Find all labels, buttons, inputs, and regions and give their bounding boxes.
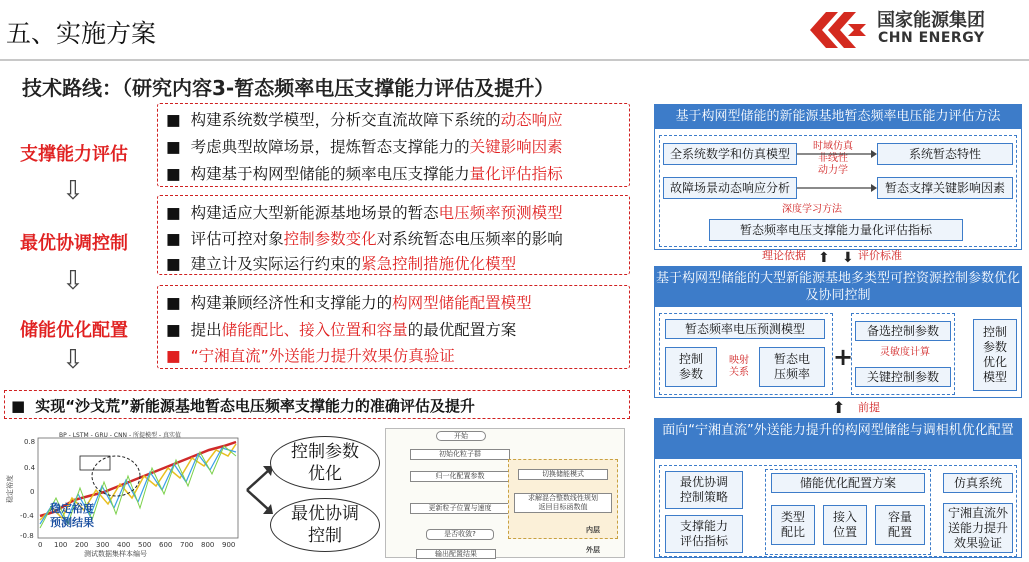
up-arrow-icon: ⬆ <box>818 250 830 266</box>
down-arrow-icon: ⇩ <box>62 266 84 296</box>
x-tick: 600 <box>159 541 173 549</box>
bullet-line: ■ 构建系统数学模型，分析交直流故障下系统的动态响应 <box>166 111 563 129</box>
connector-arrows <box>795 149 879 193</box>
box-factors: 暂态支撑关键影响因素 <box>877 177 1013 199</box>
stage-box-2 <box>157 195 630 275</box>
box-eval-index: 支撑能力 评估指标 <box>665 515 743 553</box>
stage-box-3 <box>157 285 630 369</box>
box-type: 类型 配比 <box>771 505 815 545</box>
flow-start: 开始 <box>436 431 486 441</box>
mapping-label: 映射 关系 <box>729 355 749 378</box>
logo-en-text: CHN ENERGY <box>878 30 985 46</box>
bullet-line: ■ 构建兼顾经济性和支撑能力的构网型储能配置模型 <box>166 294 532 312</box>
page-title: 五、实施方案 <box>6 19 157 48</box>
box-transient: 系统暂态特性 <box>877 143 1013 165</box>
stage-label-3: 储能优化配置 <box>20 320 128 341</box>
panel-title: 面向“宁湘直流”外送能力提升的构网型储能与调相机优化配置 <box>655 419 1021 459</box>
bullet-line: ■ 构建基于构网型储能的频率电压支撑能力量化评估指标 <box>166 165 563 183</box>
up-arrow-icon: ⬆ <box>832 398 846 417</box>
logo-cn-text: 国家能源集团 <box>877 10 985 31</box>
flow-node: 更新粒子位置与速度 <box>410 503 510 514</box>
bullet-line: ■ 考虑典型故障场景，提炼暂态支撑能力的关键影响因素 <box>166 138 563 156</box>
goal-box <box>4 390 630 419</box>
header-divider <box>0 59 1029 61</box>
panel-title: 基于构网型储能的新能源基地暂态频率电压能力评估方法 <box>655 105 1021 129</box>
stage-label-1: 支撑能力评估 <box>20 144 128 165</box>
x-tick: 800 <box>201 541 215 549</box>
link-premise: 前提 <box>858 401 880 414</box>
box-param: 控制 参数 <box>665 347 717 387</box>
down-arrow-icon: ⬇ <box>842 250 854 266</box>
flow-node: 切换储能模式 <box>518 469 608 480</box>
box-key-param: 关键控制参数 <box>855 367 951 387</box>
oval-coord-control: 最优协调 控制 <box>270 498 380 552</box>
box-fault: 故障场景动态响应分析 <box>663 177 797 199</box>
x-tick: 200 <box>75 541 89 549</box>
x-tick: 500 <box>138 541 152 549</box>
goal-text: ■ 实现“沙戈荒”新能源基地暂态电压频率支撑能力的准确评估及提升 <box>11 397 475 415</box>
flow-node: 归一化配置参数 <box>410 471 510 482</box>
y-tick: -0.4 <box>20 512 34 520</box>
sensitivity-label: 灵敏度计算 <box>880 347 930 358</box>
flow-node: 初始化粒子群 <box>410 449 510 460</box>
link-theory: 理论依据 <box>762 249 806 262</box>
chart-annotation: 稳定裕度 <box>50 502 94 515</box>
y-tick: -0.8 <box>20 532 34 540</box>
box-capacity: 容量 配置 <box>875 505 925 545</box>
prediction-chart <box>4 428 244 558</box>
box-location: 接入 位置 <box>823 505 867 545</box>
stage-label-2: 最优协调控制 <box>20 233 128 254</box>
inner-label: 内层 <box>586 526 600 534</box>
bullet-line: ■ 建立计及实际运行约束的紧急控制措施优化模型 <box>166 255 517 273</box>
panel-title: 基于构网型储能的大型新能源基地多类型可控资源控制参数优化及协同控制 <box>655 267 1021 307</box>
box-sim: 仿真系统 <box>943 473 1013 493</box>
dl-label: 深度学习方法 <box>782 204 842 215</box>
x-tick: 0 <box>38 541 43 549</box>
oval-control-param: 控制参数 优化 <box>270 436 380 490</box>
chart-annotation: 预测结果 <box>50 516 94 529</box>
flow-decision: 是否收敛? <box>426 529 494 540</box>
y-tick: 0.4 <box>24 464 36 472</box>
box-candidate: 备选控制参数 <box>855 321 951 341</box>
x-tick: 300 <box>96 541 110 549</box>
x-axis-label: 测试数据集样本编号 <box>84 550 147 558</box>
roadmap-title: 技术路线：（研究内容3-暂态频率电压支撑能力评估及提升） <box>22 76 555 100</box>
y-tick: 0.8 <box>24 438 36 446</box>
x-tick: 900 <box>222 541 236 549</box>
box-model: 全系统数学和仿真模型 <box>663 143 797 165</box>
x-tick: 700 <box>180 541 194 549</box>
stage-box-1 <box>157 103 630 187</box>
method-label: 时域仿真 非线性 动力学 <box>813 141 853 176</box>
company-logo-icon <box>804 4 874 50</box>
bullet-line: ■ “宁湘直流”外送能力提升效果仿真验证 <box>166 347 455 365</box>
y-axis-label: 稳定裕度 <box>6 475 14 503</box>
bullet-line: ■ 提出储能配比、接入位置和容量的最优配置方案 <box>166 321 517 339</box>
panel-assessment <box>654 104 1022 250</box>
optimization-flowchart <box>385 428 625 558</box>
box-index: 暂态频率电压支撑能力量化评估指标 <box>709 219 963 241</box>
panel-control <box>654 266 1022 398</box>
plus-icon: + <box>833 343 854 371</box>
x-tick: 400 <box>117 541 131 549</box>
flow-node: 输出配置结果 <box>416 549 496 559</box>
panel-config <box>654 418 1022 558</box>
down-arrow-icon: ⇩ <box>62 345 84 375</box>
box-opt-model: 控制 参数 优化 模型 <box>973 319 1017 391</box>
flow-node: 求解混合整数线性规划 返回目标函数值 <box>514 493 612 513</box>
bullet-line: ■ 评估可控对象控制参数变化对系统暂态电压频率的影响 <box>166 230 563 248</box>
bullet-line: ■ 构建适应大型新能源基地场景的暂态电压频率预测模型 <box>166 204 563 222</box>
box-scheme: 储能优化配置方案 <box>771 473 925 493</box>
box-voltage: 暂态电 压频率 <box>759 347 825 387</box>
box-strategy: 最优协调 控制策略 <box>665 471 743 509</box>
chart-legend: BP - LSTM - GRU - CNN - 所提模型 - 真实值 <box>59 432 182 439</box>
link-standard: 评价标准 <box>858 249 902 262</box>
x-tick: 100 <box>54 541 68 549</box>
down-arrow-icon: ⇩ <box>62 176 84 206</box>
y-tick: 0 <box>30 488 35 496</box>
outer-label: 外层 <box>586 546 600 554</box>
box-predict: 暂态频率电压预测模型 <box>665 319 825 339</box>
box-verify: 宁湘直流外 送能力提升 效果验证 <box>943 503 1013 553</box>
